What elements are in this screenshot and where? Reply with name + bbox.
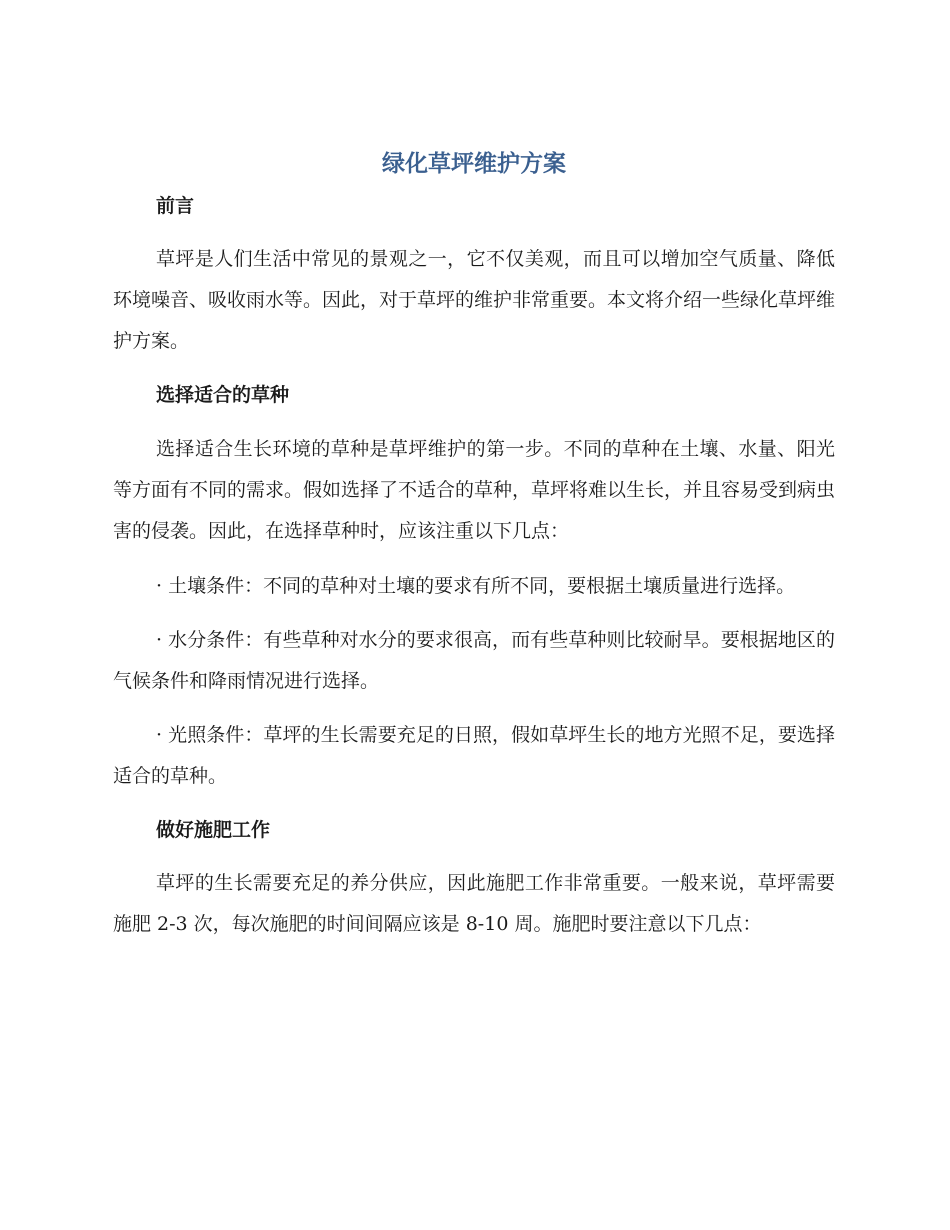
section-heading-fertilization: 做好施肥工作: [156, 819, 271, 841]
fertilization-paragraph: 草坪的生长需要充足的养分供应，因此施肥工作非常重要。一般来说，草坪需要施肥 2-3 次，每次施肥的时间间隔应该是 8-10 周。施肥时要注意以下几点：: [113, 872, 835, 935]
grass-selection-paragraph: 选择适合生长环境的草种是草坪维护的第一步。不同的草种在土壤、水量、阳光等方面有不同的需求。假如选择了不适合的草种，草坪将难以生长，并且容易受到病虫害的侵袭。因此，在选择草种时，应该注重以下几点：: [113, 438, 836, 542]
bullet-water-condition: · 水分条件：有些草种对水分的要求很高，而有些草种则比较耐旱。要根据地区的气候条件和降雨情况进行选择。: [113, 629, 835, 692]
bullet-light-condition: · 光照条件：草坪的生长需要充足的日照，假如草坪生长的地方光照不足，要选择适合的草种。: [113, 724, 835, 787]
section-heading-intro: 前言: [156, 195, 195, 217]
intro-paragraph: 草坪是人们生活中常见的景观之一，它不仅美观，而且可以增加空气质量、降低环境噪音、吸收雨水等。因此，对于草坪的维护非常重要。本文将介绍一些绿化草坪维护方案。: [113, 248, 836, 352]
document-title: 绿化草坪维护方案: [382, 151, 566, 177]
bullet-soil-condition: · 土壤条件：不同的草种对土壤的要求有所不同，要根据土壤质量进行选择。: [156, 575, 796, 597]
section-heading-grass-selection: 选择适合的草种: [156, 384, 290, 406]
document-body: [113, 142, 835, 945]
